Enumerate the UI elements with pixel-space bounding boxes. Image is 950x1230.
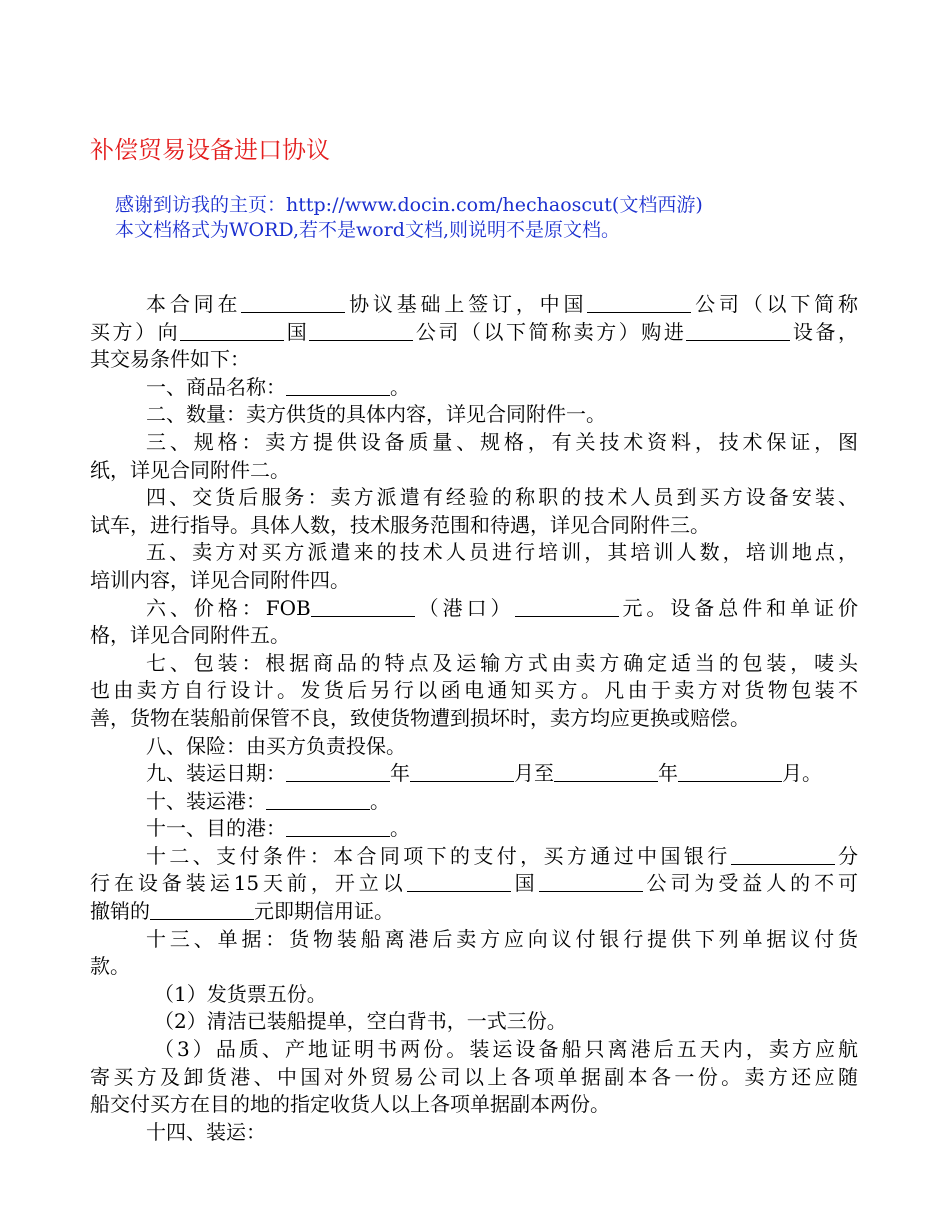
homepage-note: 感谢到访我的主页：http://www.docin.com/hechaoscut(文档西游) <box>115 194 703 216</box>
document-item-1: （1）发货票五份。 <box>154 981 327 1006</box>
clause-6: 六、价格：FOB （港口） 元。设备总件和单证价 <box>146 595 859 620</box>
clause-10: 十、装运港： 。 <box>146 788 390 813</box>
document-item-2: （2）清洁已装船提单，空白背书，一式三份。 <box>154 1009 567 1034</box>
blank-field <box>286 816 390 837</box>
clause-13-cont: 款。 <box>90 954 130 979</box>
blank-field <box>539 871 643 892</box>
intro-line: 其交易条件如下： <box>90 347 250 372</box>
clause-3-cont: 纸，详见合同附件二。 <box>90 457 290 482</box>
clause-11: 十一、目的港： 。 <box>146 816 410 841</box>
blank-field <box>410 761 514 782</box>
blank-field <box>180 320 284 341</box>
blank-field <box>407 871 511 892</box>
clause-2: 二、数量：卖方供货的具体内容，详见合同附件一。 <box>146 402 606 427</box>
document-item-3: （3）品质、产地证明书两份。装运设备船只离港后五天内，卖方应航 <box>154 1037 858 1062</box>
blank-field <box>515 596 619 617</box>
clause-1: 一、商品名称： 。 <box>146 374 410 399</box>
clause-12-cont: 行在设备装运15天前，开立以 国 公司为受益人的不可 <box>90 871 859 896</box>
blank-field <box>150 899 254 920</box>
blank-field <box>686 320 790 341</box>
document-item-3-cont: 寄买方及卸货港、中国对外贸易公司以上各项单据副本各一份。卖方还应随 <box>90 1064 858 1089</box>
blank-field <box>587 292 691 313</box>
blank-field <box>554 761 658 782</box>
blank-field <box>309 320 413 341</box>
clause-7-cont: 善，货物在装船前保管不良，致使货物遭到损坏时，卖方均应更换或赔偿。 <box>90 705 750 730</box>
format-note: 本文档格式为WORD,若不是word文档,则说明不是原文档。 <box>115 219 620 241</box>
clause-6-cont: 格，详见合同附件五。 <box>90 623 290 648</box>
clause-7-cont: 也由卖方自行设计。发货后另行以函电通知买方。凡由于卖方对货物包装不 <box>90 678 858 703</box>
blank-field <box>286 375 390 396</box>
clause-4-cont: 试车，进行指导。具体人数，技术服务范围和待遇，详见合同附件三。 <box>90 512 710 537</box>
clause-5-cont: 培训内容，详见合同附件四。 <box>90 567 350 592</box>
intro-line: 买方）向 国 公司（以下简称卖方）购进 设备， <box>90 319 859 344</box>
clause-7: 七、包装：根据商品的特点及运输方式由卖方确定适当的包装，唛头 <box>146 650 858 675</box>
blank-field <box>311 596 415 617</box>
clause-13: 十三、单据：货物装船离港后卖方应向议付银行提供下列单据议付货 <box>146 926 858 951</box>
clause-9: 九、装运日期： 年 月至 年 月。 <box>146 761 822 786</box>
document-title: 补偿贸易设备进口协议 <box>90 136 330 164</box>
clause-4: 四、交货后服务：卖方派遣有经验的称职的技术人员到买方设备安装、 <box>146 485 858 510</box>
clause-14: 十四、装运： <box>146 1119 266 1144</box>
clause-3: 三、规格：卖方提供设备质量、规格，有关技术资料，技术保证，图 <box>146 429 858 454</box>
clause-12: 十二、支付条件：本合同项下的支付，买方通过中国银行 分 <box>146 843 859 868</box>
document-item-3-cont: 船交付买方在目的地的指定收货人以上各项单据副本两份。 <box>90 1092 610 1117</box>
clause-8: 八、保险：由买方负责投保。 <box>146 733 406 758</box>
intro-line: 本合同在 协议基础上签订，中国 公司（以下简称 <box>146 292 859 316</box>
blank-field <box>286 761 390 782</box>
blank-field <box>731 844 835 865</box>
blank-field <box>266 789 370 810</box>
contract-body <box>90 291 858 1146</box>
clause-5: 五、卖方对买方派遣来的技术人员进行培训，其培训人数，培训地点， <box>146 540 858 565</box>
blank-field <box>241 292 345 313</box>
blank-field <box>678 761 782 782</box>
clause-12-cont: 撤销的 元即期信用证。 <box>90 899 394 924</box>
